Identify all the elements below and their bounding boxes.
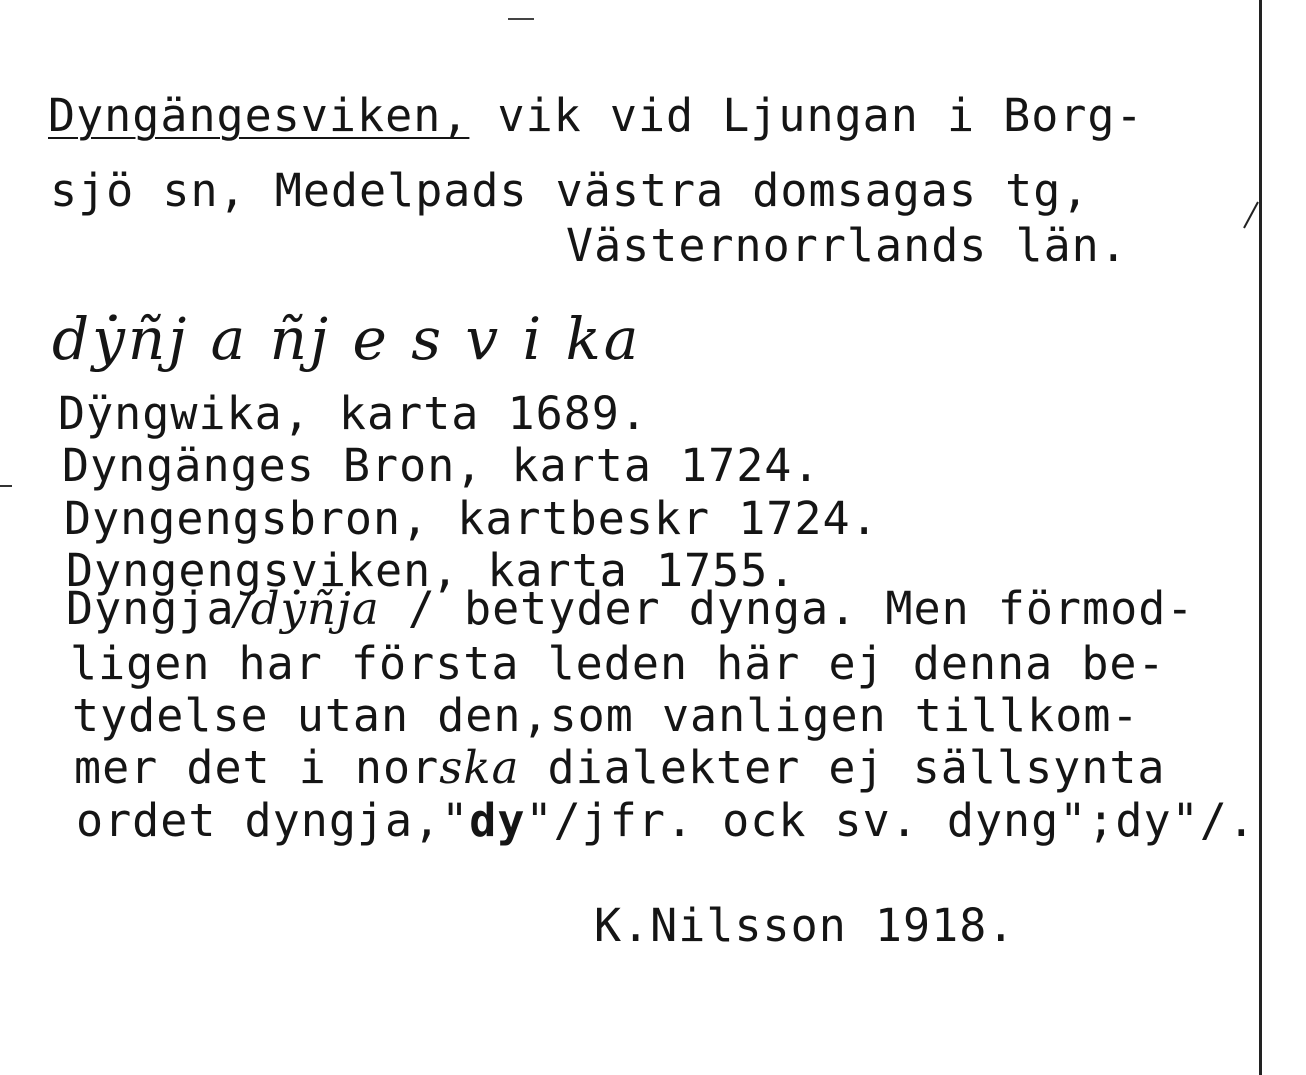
comment-text: / betyder dynga. Men förmod- [379, 582, 1195, 635]
pronunciation-handwritten: dẏ̇ñj a ñj e s v i ka [52, 305, 642, 373]
form-line: Dÿngwika, karta 1689. [58, 387, 648, 440]
handwritten-insertion: dy [469, 794, 526, 847]
headword: Dyngängesviken, [48, 89, 470, 142]
header-line-3: Västernorrlands län. [566, 219, 1128, 272]
comment-line-1 [66, 583, 1194, 635]
signature: K.Nilsson 1918. [594, 899, 1016, 952]
scan-mark [0, 485, 12, 487]
comment-line-3: tydelse utan den,som vanligen tillkom- [72, 689, 1140, 742]
comment-line-2: ligen har första leden här ej denna be- [70, 637, 1166, 690]
card-edge-line [1259, 0, 1262, 1075]
form-line: Dyngänges Bron, karta 1724. [62, 439, 821, 492]
comment-line-4 [74, 742, 1166, 794]
handwritten-insertion: ska [439, 741, 520, 794]
comment-text: mer det i nor [74, 741, 440, 794]
comment-text: ordet dyngja," [76, 794, 470, 847]
pen-stroke-mark [1240, 198, 1262, 230]
header-line-1-rest: vik vid Ljungan i Borg- [469, 89, 1144, 142]
form-line: Dyngengsbron, kartbeskr 1724. [64, 492, 879, 545]
form-line: Dyngengsviken, karta 1755. [66, 544, 797, 597]
comment-line-5 [76, 795, 1256, 847]
header-line-2: sjö sn, Medelpads västra domsagas tg, [50, 164, 1090, 217]
comment-text: Dyngja [66, 582, 235, 635]
comment-text: dialekter ej sällsynta [519, 741, 1166, 794]
comment-text: "/jfr. ock sv. dyng";dy"/. [525, 794, 1256, 847]
header-line-1 [48, 90, 1144, 142]
handwritten-insertion: /dẏ̇ñja [234, 582, 380, 635]
scan-mark [508, 18, 534, 20]
